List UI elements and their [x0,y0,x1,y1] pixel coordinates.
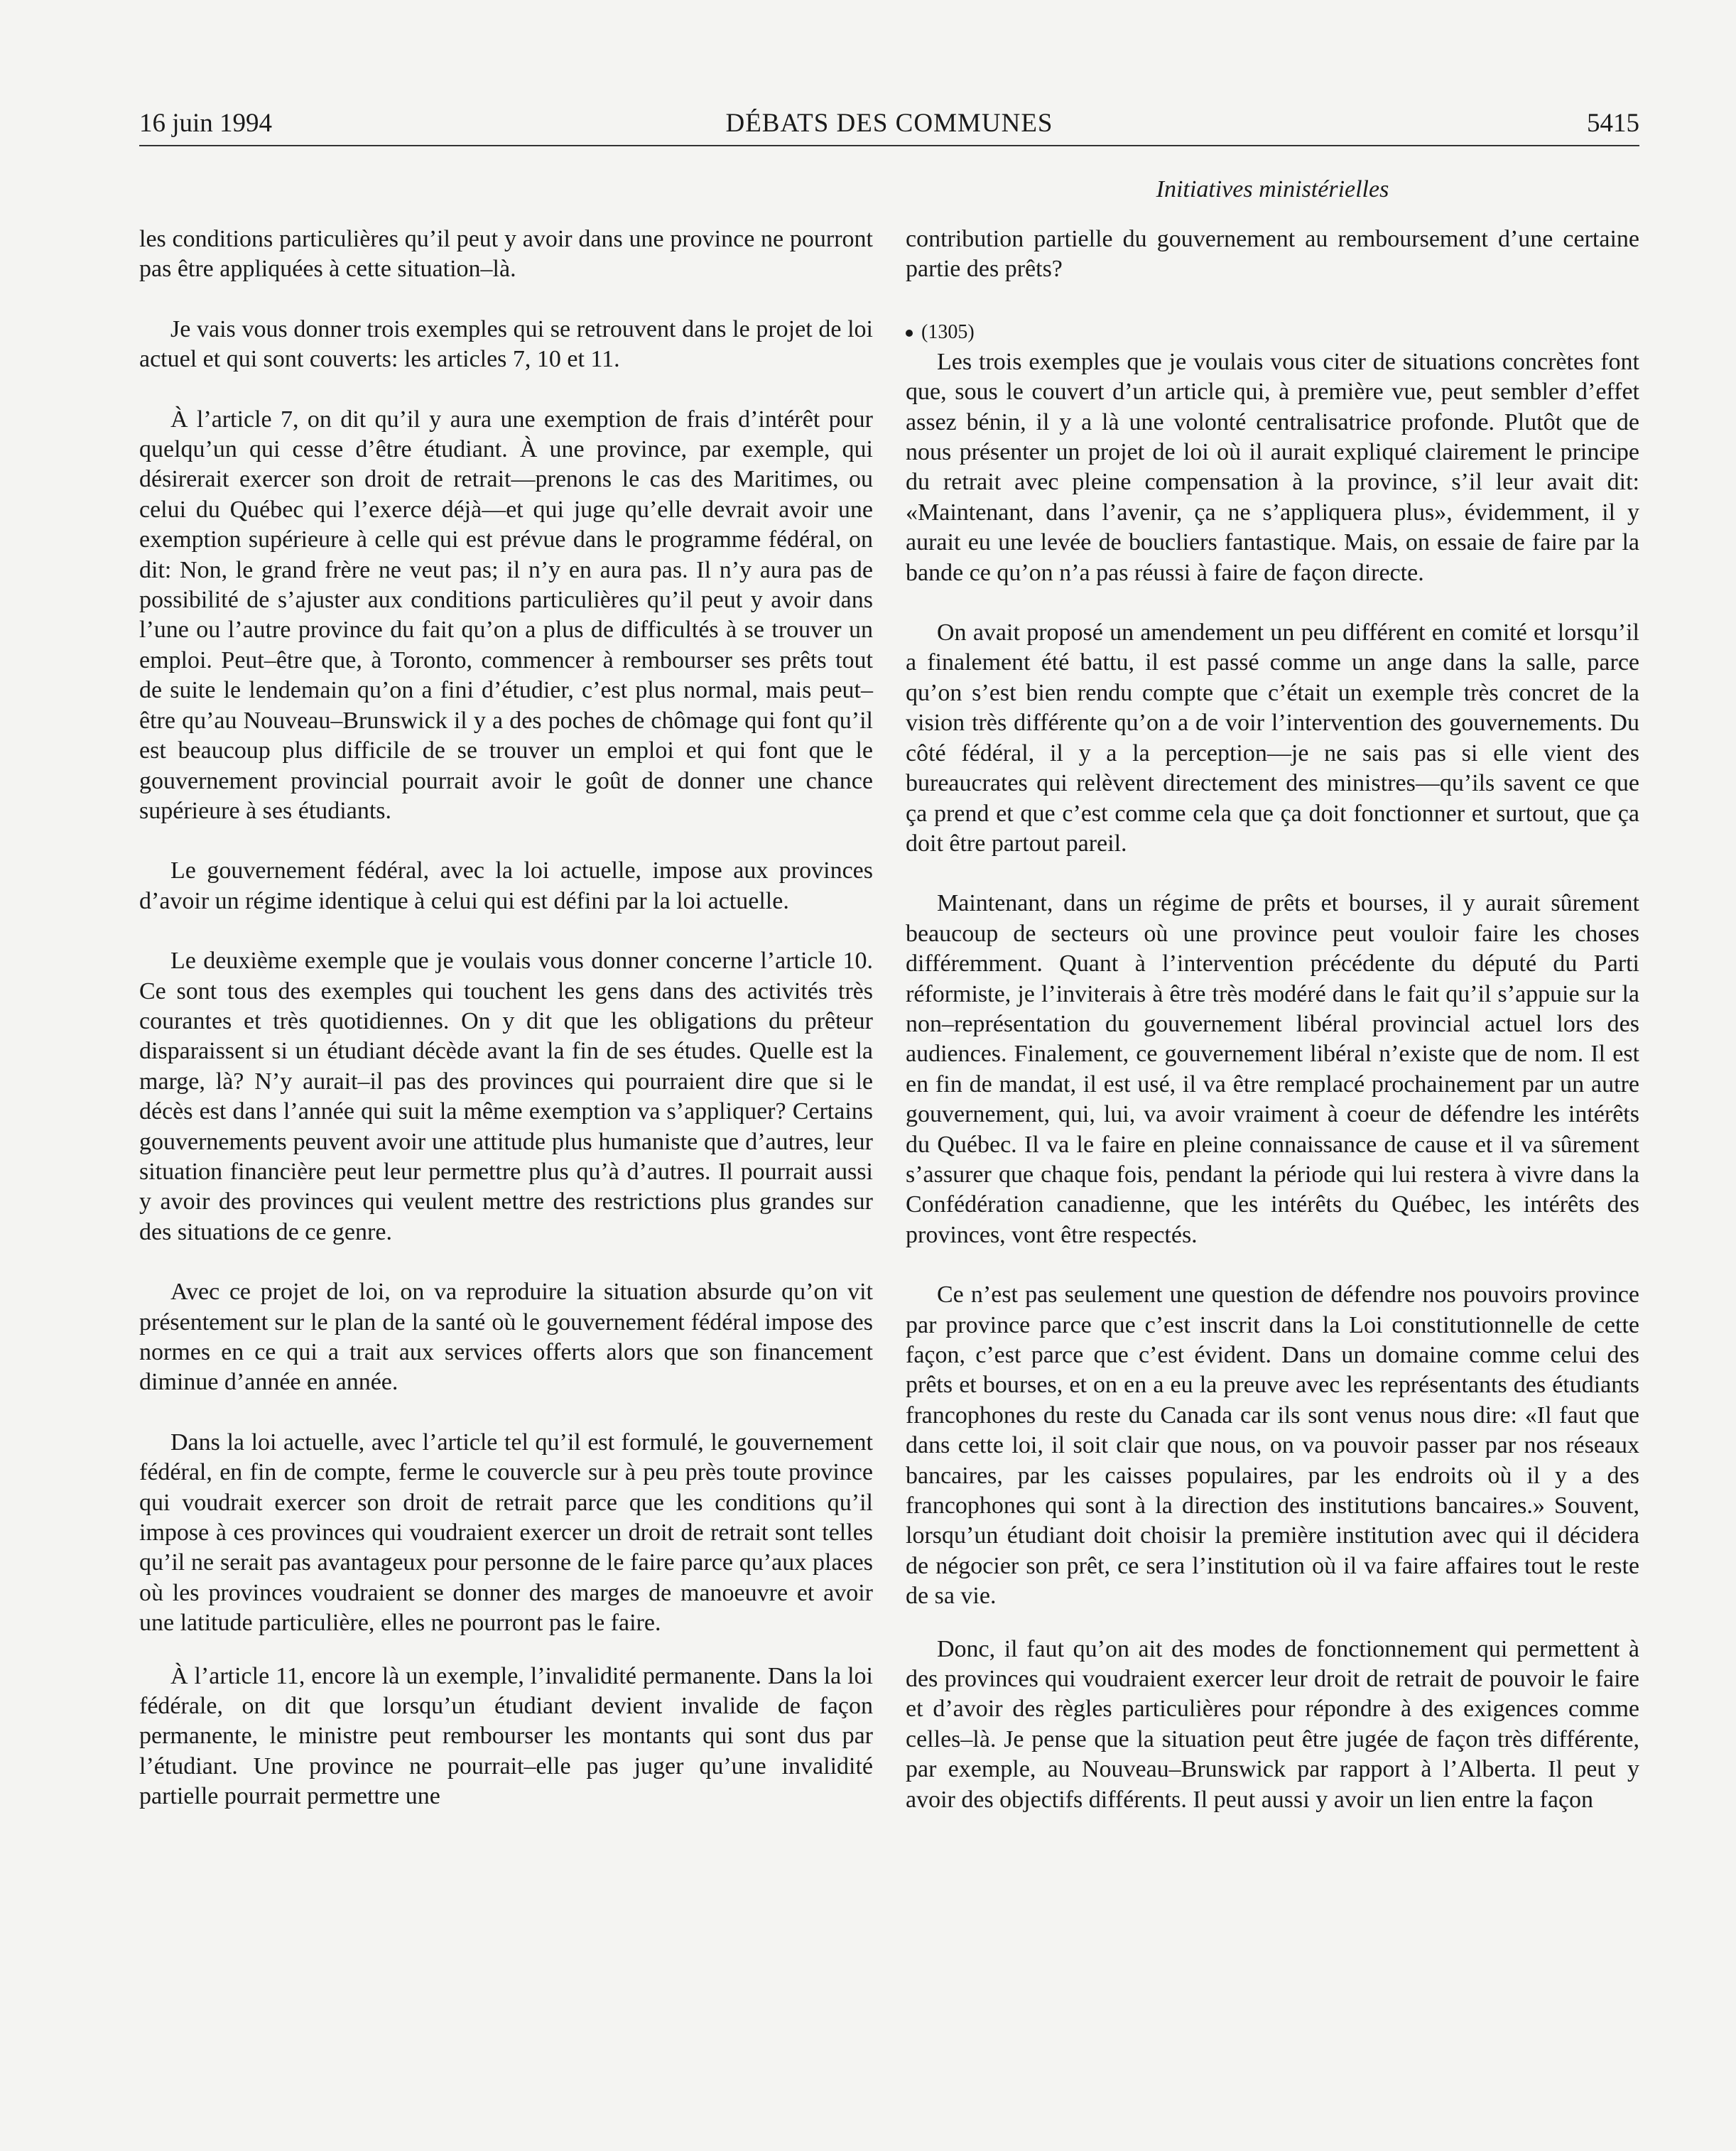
paragraph: Le deuxième exemple que je voulais vous donner concerne l’article 10. Ce sont tous des exemples qui touchent les gens dans des activités très courantes et très quotidiennes. On y dit que les obligations du prêteur disparaissent si un étudiant décède avant la fin de ses études. Quelle est la marge, là? N’y aurait–il pas des provinces qui pourraient dire que si le décès est dans l’année qui suit la même exemption va s’appliquer? Certains gouvernements peuvent avoir une attitude plus humaniste que d’autres, leur situation financière peut leur permettre plus qu’à d’autres. Il pourrait aussi y avoir des provinces qui veulent mettre des restrictions plus grandes sur des situations de ce genre. [139,948,873,1245]
paragraph: Maintenant, dans un régime de prêts et bourses, il y aurait sûrement beaucoup de secteurs où une province peut vouloir faire les choses différemment. Quant à l’intervention précédente du député du Parti réformiste, je l’inviterais à être très modéré dans le fait qu’il s’appuie sur la non–représentation du gouvernement libéral provincial actuel lors des audiences. Finalement, ce gouvernement libéral n’existe que de nom. Il est en fin de mandat, il est usé, il va être remplacé prochainement par un autre gouvernement, qui, lui, va avoir vraiment à coeur de défendre les intérêts du Québec. Il va le faire en pleine connaissance de cause et il va sûrement s’assurer que chaque fois, pendant la période qui lui restera à vivre dans la Confédération canadienne, que les intérêts du Québec, les intérêts des provinces, vont être respectés. [906,890,1639,1248]
header-date: 16 juin 1994 [139,109,273,138]
paragraph: Avec ce projet de loi, on va reproduire la situation absurde qu’on vit présentement sur le plan de la santé où le gouvernement fédéral impose des normes en ce qui a trait aux services offerts alors que son financement diminue d’année en année. [139,1279,873,1396]
paragraph: Dans la loi actuelle, avec l’article tel qu’il est formulé, le gouvernement fédéral, en fin de compte, ferme le couvercle sur à peu près toute province qui voudrait exercer son droit de retrait parce que les conditions qu’il impose à ces provinces qui voudraient exercer un droit de retrait sont telles qu’il ne serait pas avantageux pour personne de le faire parce qu’aux places où les provinces voudraient se donner des marges de manoeuvre et avoir une latitude particulière, elles ne pourront pas le faire. [139,1429,873,1637]
header-rule [139,145,1639,146]
left-column [139,224,873,1812]
paragraph: contribution partielle du gouvernement au remboursement d’une certaine partie des prêts? [906,226,1639,283]
section-heading: Initiatives ministérielles [1156,176,1389,202]
right-column [906,224,1639,1815]
paragraph: Le gouvernement fédéral, avec la loi actuelle, impose aux provinces d’avoir un régime identique à celui qui est défini par la loi actuelle. [139,857,873,914]
paragraph: À l’article 7, on dit qu’il y aura une exemption de frais d’intérêt pour quelqu’un qui cesse d’être étudiant. À une province, par exemple, qui désirerait exercer son droit de retrait—prenons le cas des Maritimes, ou celui du Québec qui l’exerce déjà—et qui juge qu’elle devrait avoir une exemption supérieure à celle qui est prévue dans le programme fédéral, on dit: Non, le grand frère ne veut pas; il n’y en aura pas. Il n’y aura pas de possibilité de s’ajuster aux conditions particulières qu’il peut y avoir dans l’une ou l’autre province du fait qu’on a plus de difficultés à se trouver un emploi. Peut–être que, à Toronto, commencer à rembourser ses prêts tout de suite le lendemain qu’on a fini d’étudier, c’est plus normal, mais peut–être qu’au Nouveau–Brunswick il y a des poches de chômage qui font qu’il est beaucoup plus difficile de se trouver un emploi et qui font que le gouvernement provincial pourrait avoir le goût de donner une chance supérieure à ses étudiants. [139,406,873,824]
paragraph: Donc, il faut qu’on ait des modes de fonctionnement qui permettent à des provinces qui voudraient exercer leur droit de retrait de pouvoir le faire et d’avoir des règles particulières pour répondre à des exigences comme celles–là. Je pense que la situation peut être jugée de façon très différente, par exemple, au Nouveau–Brunswick par rapport à l’Alberta. Il peut y avoir des objectifs différents. Il peut aussi y avoir un lien entre la façon [906,1635,1639,1813]
paragraph: À l’article 11, encore là un exemple, l’invalidité permanente. Dans la loi fédérale, on dit que lorsqu’un étudiant devient invalide de façon permanente, le ministre peut rembourser les montants qui sont dus par l’étudiant. Une province ne pourrait–elle pas juger qu’une invalidité partielle pourrait permettre une [139,1662,873,1810]
bullet-icon [906,330,913,337]
timestamp [906,318,1639,347]
page-number: 5415 [1587,109,1639,138]
paragraph: Ce n’est pas seulement une question de défendre nos pouvoirs province par province parce que c’est inscrit dans la Loi constitutionnelle de cette façon, c’est parce que c’est évident. Dans un domaine comme celui des prêts et bourses, et on en a eu la preuve avec les représentants des étudiants francophones du reste du Canada car ils sont venus nous dire: «Il faut que dans cette loi, il soit clair que nous, on va pouvoir passer par nos réseaux bancaires, par les caisses populaires, par les endroits où il y a des francophones qui sont à la direction des institutions bancaires.» Souvent, lorsqu’un étudiant doit choisir la première institution avec qui il décidera de négocier son prêt, ce sera l’institution où il va faire affaires tout le reste de sa vie. [906,1282,1639,1610]
paragraph: les conditions particulières qu’il peut y avoir dans une province ne pourront pas être appliquées à cette situation–là. [139,226,873,283]
header-title: DÉBATS DES COMMUNES [725,109,1053,138]
paragraph: Je vais vous donner trois exemples qui se retrouvent dans le projet de loi actuel et qui sont couverts: les articles 7, 10 et 11. [139,315,873,373]
timestamp-text: (1305) [921,320,975,343]
paragraph: Les trois exemples que je voulais vous citer de situations concrètes font que, sous le couvert d’un article qui, à première vue, peut sembler d’effet assez bénin, il y a là une volonté centralisatrice profonde. Plutôt que de nous présenter un projet de loi où il aurait expliqué clairement le principe du retrait avec pleine compensation à la province, s’il leur avait dit: «Maintenant, dans l’avenir, ça ne s’appliquera plus», évidemment, il y aurait eu une levée de boucliers fantastique. Mais, on essaie de faire par la bande ce qu’on n’a pas réussi à faire de façon directe. [906,348,1639,586]
running-header [139,104,1639,143]
paragraph: On avait proposé un amendement un peu différent en comité et lorsqu’il a finalement été battu, il est passé comme un ange dans la salle, parce qu’on s’est bien rendu compte que c’était un exemple très concret de la vision très différente qu’on a de voir l’intervention des gouvernements. Du côté fédéral, il y a la perception—je ne sais pas si elle vient des bureaucrates qui relèvent directement des ministres—qu’ils savent ce que ça prend et que c’est comme cela que ça doit fonctionner et surtout, que ça doit être partout pareil. [906,619,1639,857]
